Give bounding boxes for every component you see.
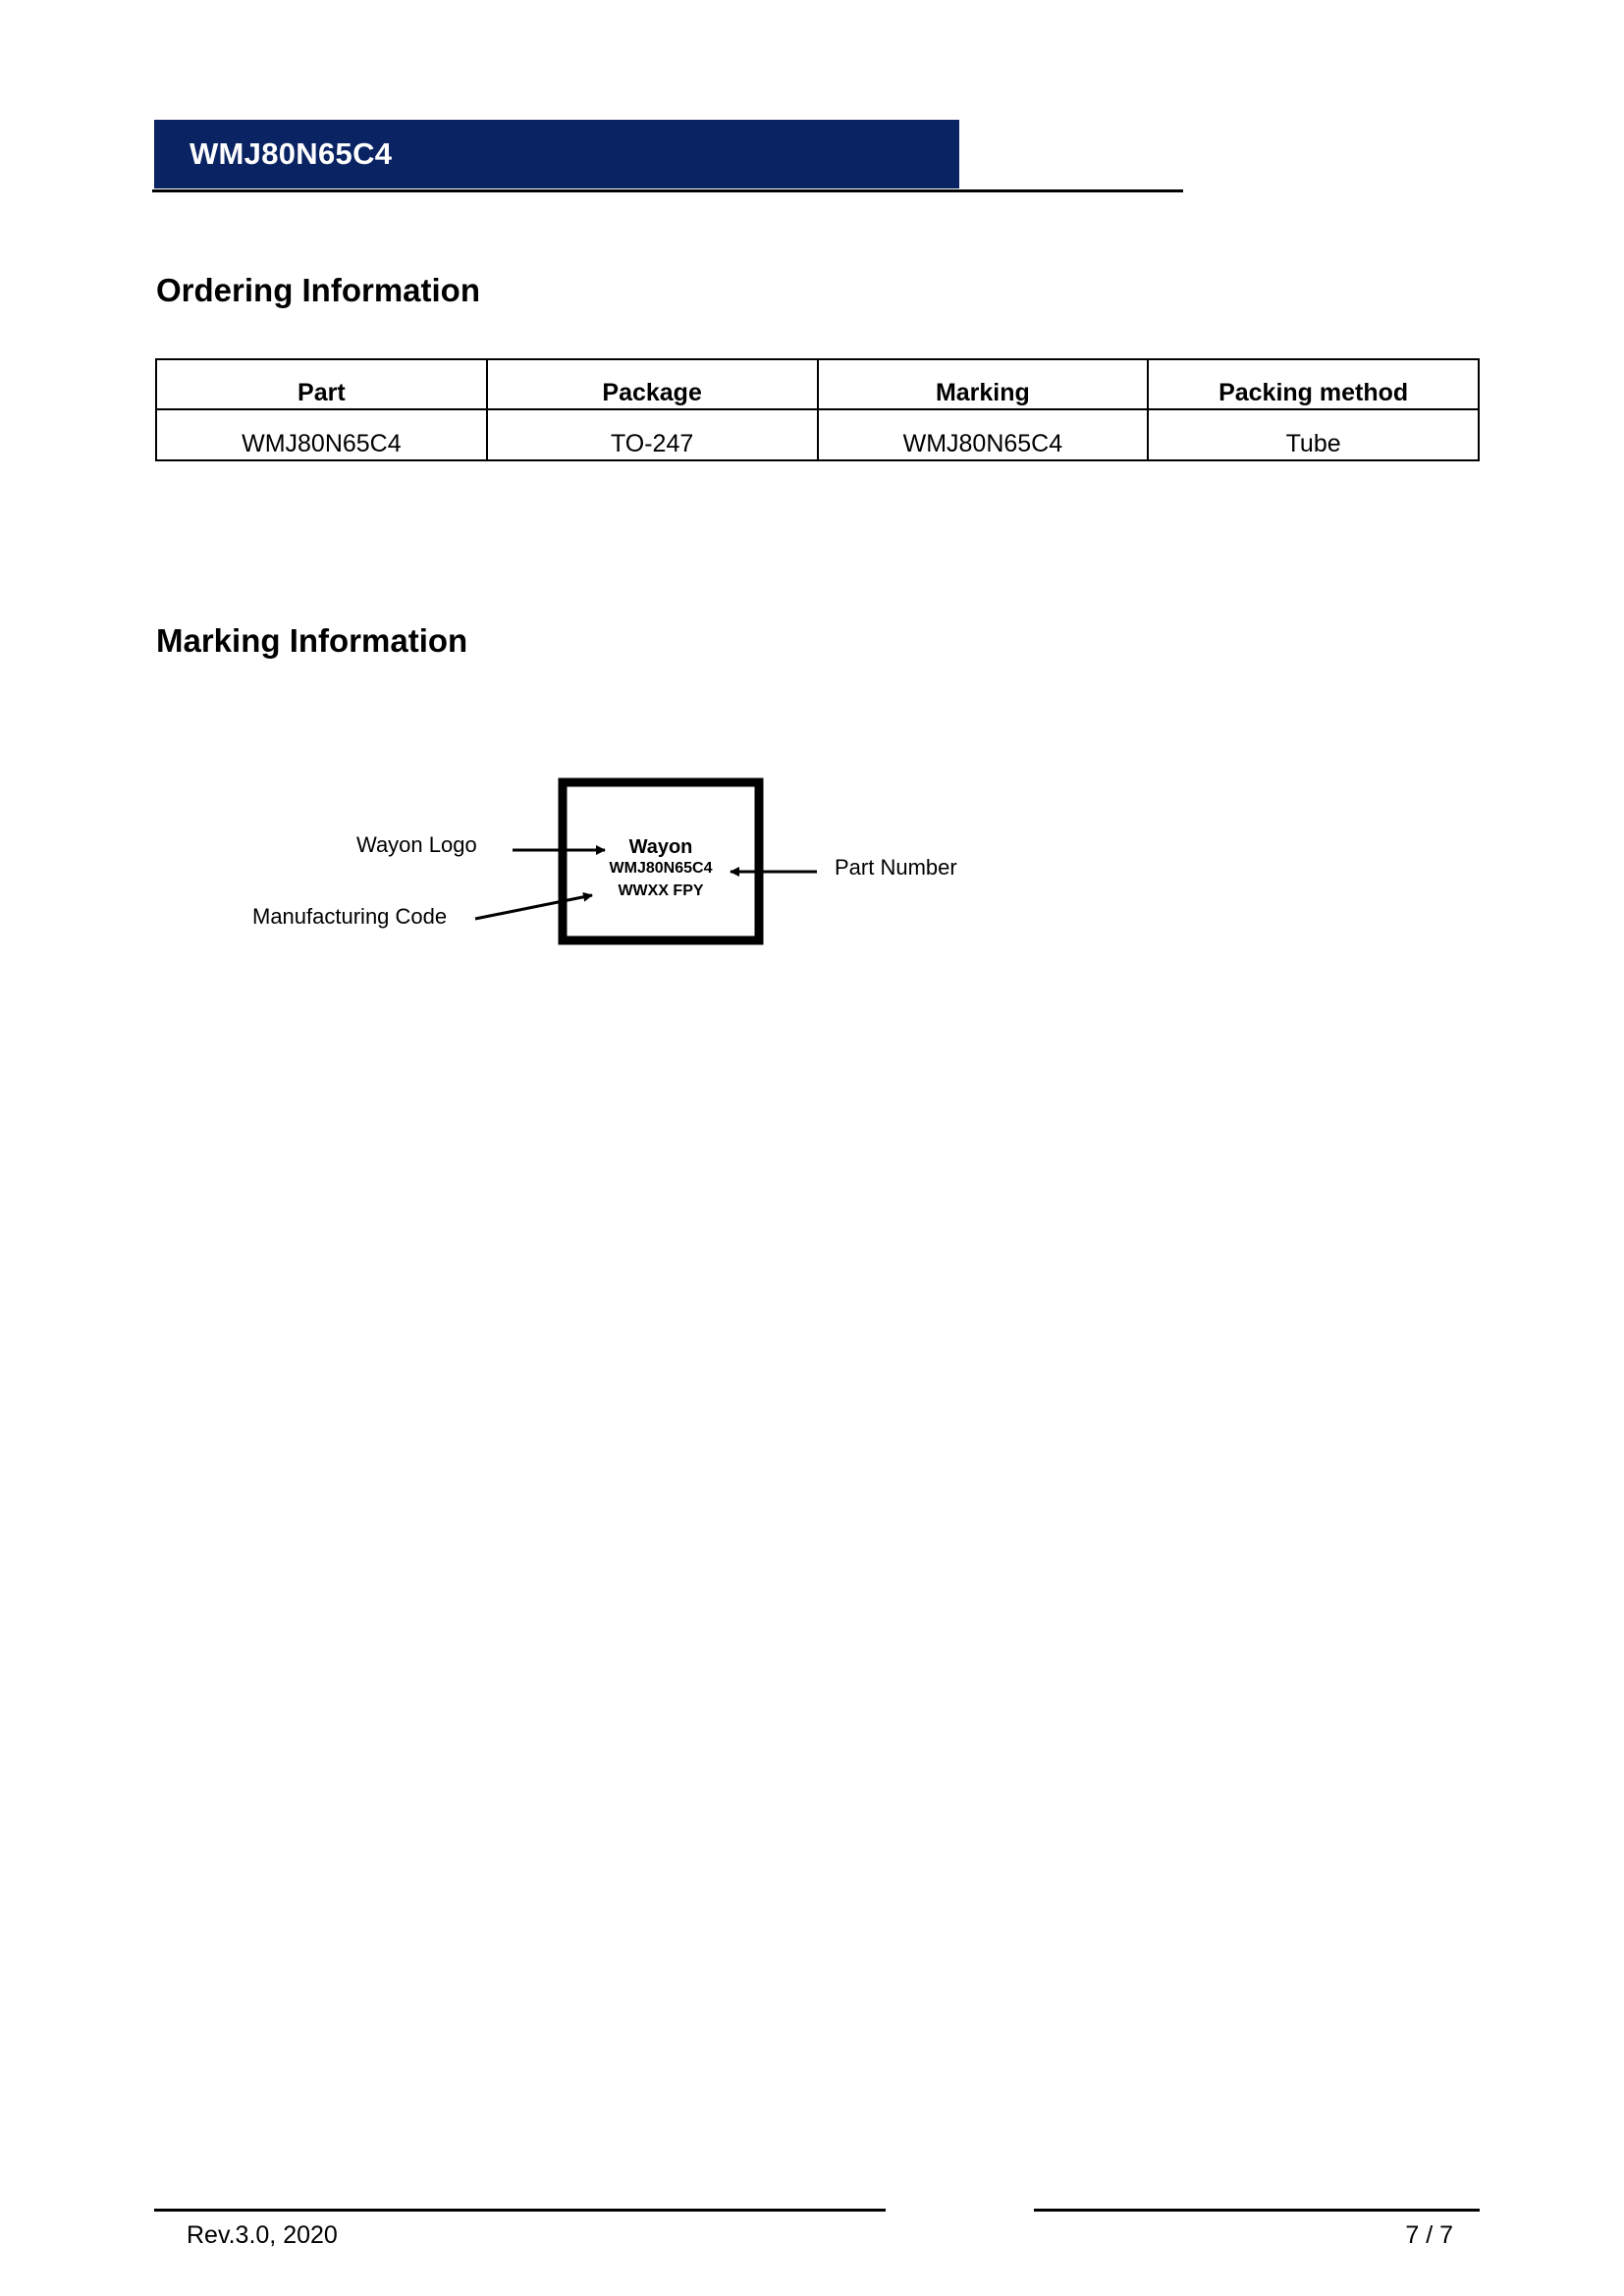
table-row	[156, 409, 1479, 460]
chip-manufacturing-code-text: WWXX FPY	[618, 882, 704, 899]
marking-heading: Marking Information	[156, 622, 468, 659]
cell-packing-method: Tube	[1148, 409, 1479, 460]
wayon-logo-label: Wayon Logo	[356, 832, 477, 857]
footer-revision: Rev.3.0, 2020	[187, 2221, 338, 2249]
document-title: WMJ80N65C4	[189, 136, 393, 171]
header-rule	[152, 189, 1183, 192]
column-header-part: Part	[156, 359, 487, 409]
footer-page-number: 7 / 7	[1405, 2221, 1453, 2249]
column-header-packing-method: Packing method	[1148, 359, 1479, 409]
table-header-row	[156, 359, 1479, 409]
footer-rule-right	[1034, 2209, 1480, 2212]
cell-part: WMJ80N65C4	[156, 409, 487, 460]
footer-rule-left	[154, 2209, 886, 2212]
header-bar	[154, 120, 959, 188]
cell-marking: WMJ80N65C4	[818, 409, 1149, 460]
manufacturing-code-label: Manufacturing Code	[252, 904, 448, 929]
part-number-label: Part Number	[835, 855, 957, 880]
chip-part-number-text: WMJ80N65C4	[609, 860, 713, 877]
ordering-table	[155, 358, 1480, 461]
cell-package: TO-247	[487, 409, 818, 460]
column-header-marking: Marking	[818, 359, 1149, 409]
chip-brand-text: Wayon	[628, 836, 693, 858]
ordering-heading: Ordering Information	[156, 272, 480, 308]
column-header-package: Package	[487, 359, 818, 409]
